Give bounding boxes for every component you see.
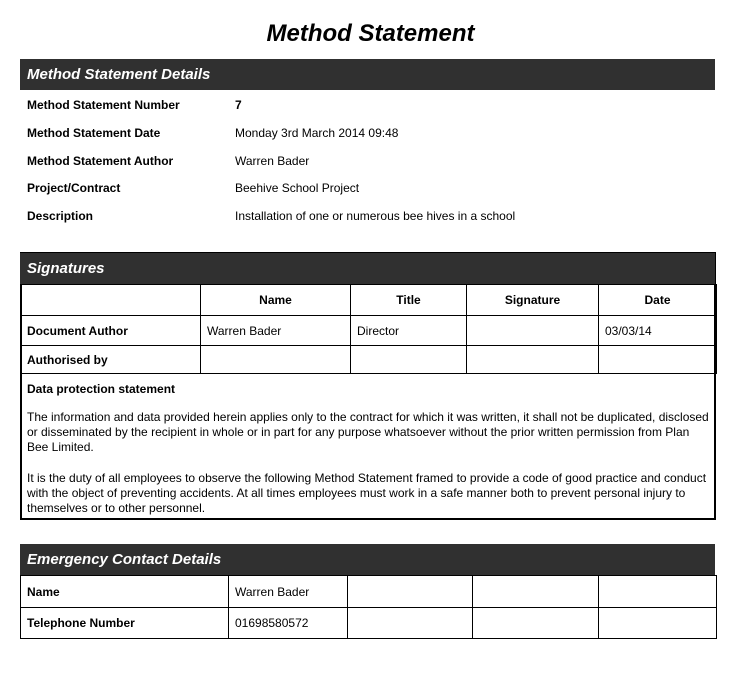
table-row: [21, 608, 717, 639]
detail-value-project: Beehive School Project: [235, 181, 360, 195]
signatures-table: [20, 284, 717, 374]
signatures-header-row: [21, 285, 717, 316]
emergency-label-telephone: Telephone Number: [21, 608, 229, 639]
data-protection-paragraph: The information and data provided herein applies only to the contract for which it was written, it shall not be duplicated, disclosed or disseminated by the recipient in whole or in part for any purpose whatsoever without the prior written permission from Plan Bee Limited.: [27, 410, 709, 454]
signature-date: [599, 346, 717, 374]
table-row: [21, 576, 717, 608]
emergency-section-header: Emergency Contact Details: [20, 544, 715, 575]
detail-label-date: Method Statement Date: [27, 126, 161, 140]
data-protection-heading: Data protection statement: [27, 382, 176, 396]
emergency-blank-cell: [599, 576, 717, 608]
table-row: [21, 316, 717, 346]
signature-name: [201, 346, 351, 374]
details-section-header: Method Statement Details: [20, 59, 715, 90]
signature-role: Document Author: [21, 316, 201, 346]
detail-label-author: Method Statement Author: [27, 154, 174, 168]
emergency-label-name: Name: [21, 576, 229, 608]
emergency-blank-cell: [348, 576, 473, 608]
emergency-blank-cell: [473, 576, 599, 608]
detail-label-description: Description: [27, 209, 94, 223]
signature-role: Authorised by: [21, 346, 201, 374]
detail-label-project: Project/Contract: [27, 181, 121, 195]
signatures-header-blank: [21, 285, 201, 316]
signature-date: 03/03/14: [599, 316, 717, 346]
table-row: [21, 346, 717, 374]
safety-duty-paragraph: It is the duty of all employees to observe the following Method Statement framed to provide a code of good practice and conduct with the object of preventing accidents. At all times employees must work in a safe manner both to prevent personal injury to themselves or to other personnel.: [27, 471, 707, 515]
detail-value-author: Warren Bader: [235, 154, 310, 168]
emergency-value-name: Warren Bader: [229, 576, 348, 608]
signatures-header-title: Title: [351, 285, 467, 316]
signature-name: Warren Bader: [201, 316, 351, 346]
emergency-blank-cell: [599, 608, 717, 639]
emergency-value-telephone: 01698580572: [229, 608, 348, 639]
signature-title: [351, 346, 467, 374]
signature-signature: [467, 346, 599, 374]
detail-value-description: Installation of one or numerous bee hives in a school: [235, 209, 516, 223]
signatures-header-name: Name: [201, 285, 351, 316]
detail-value-date: Monday 3rd March 2014 09:48: [235, 126, 399, 140]
emergency-blank-cell: [348, 608, 473, 639]
document-title: Method Statement: [266, 20, 475, 47]
emergency-blank-cell: [473, 608, 599, 639]
signatures-header-signature: Signature: [467, 285, 599, 316]
signature-title: Director: [351, 316, 467, 346]
detail-label-number: Method Statement Number: [27, 98, 180, 112]
signatures-header-date: Date: [599, 285, 717, 316]
signatures-section-header: Signatures: [20, 253, 715, 284]
emergency-table: [20, 575, 717, 639]
signature-signature: [467, 316, 599, 346]
detail-value-number: 7: [235, 98, 242, 112]
